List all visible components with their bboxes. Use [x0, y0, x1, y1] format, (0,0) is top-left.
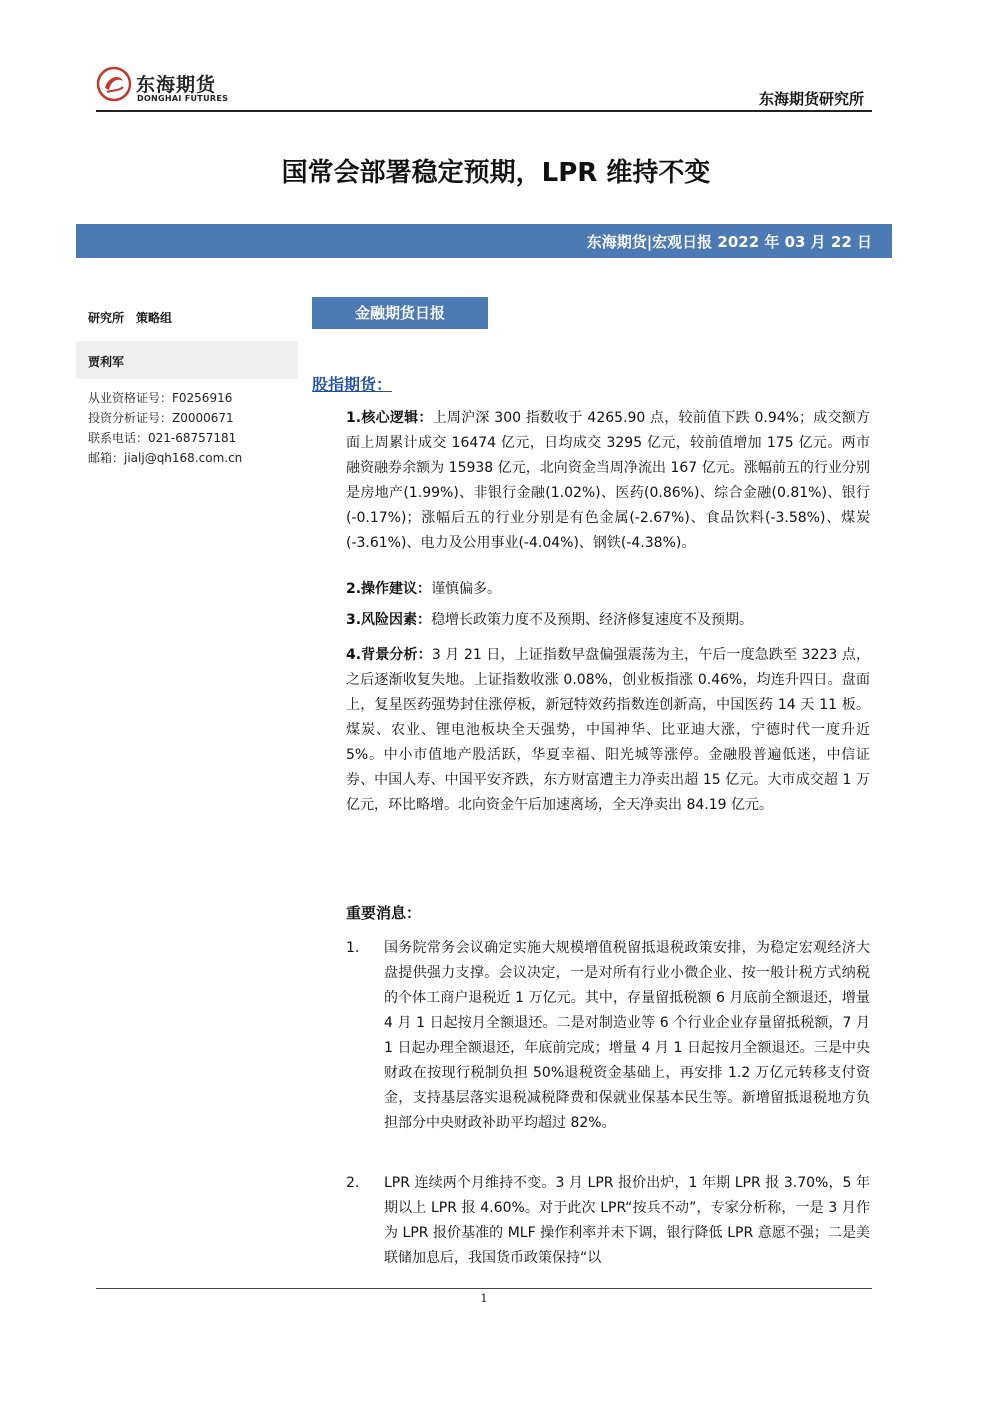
banner-text: 东海期货|宏观日报 2022 年 03 月 22 日 [586, 233, 872, 251]
core-logic-paragraph [346, 406, 870, 556]
point-text: 谨慎偏多。 [431, 581, 502, 597]
analyst-contact [88, 388, 242, 468]
logo-english-text: DONGHAI FUTURES [137, 94, 229, 103]
document-title: 国常会部署稳定预期，LPR 维持不变 [281, 158, 711, 188]
research-group: 研究所 策略组 [88, 311, 173, 325]
report-type-tag: 金融期货日报 [312, 297, 488, 329]
risk-factors-paragraph [346, 608, 870, 633]
analyst-box [76, 341, 298, 379]
email-address: 邮箱：jialj@qh168.com.cn [88, 451, 243, 465]
news-number: 1. [346, 940, 360, 956]
investment-analysis-number: 投资分析证号：Z0000671 [88, 411, 234, 425]
point-text: 上周沪深 300 指数收于 4265.90 点，较前值下跌 0.94%；成交额方面上周累计成交 16474 亿元，日均成交 3295 亿元，较前值增加 175 亿元。两市融资融券余额为 15938 亿元，北向资金当周净流出 167 亿元。涨幅前五的行业分别是房地产(1.99%)、非银行金融(1.02%)、医药(0.86%)、综合金融(0.81%)、银行(-0.17%)；涨幅后五的行业分别是有色金属(-2.67%)、食品饮料(-3.58%)、煤炭(-3.61%)、电力及公用事业(-4.04%)、钢铁(-4.38%)。 [346, 410, 870, 551]
point-label: 2.操作建议： [346, 581, 432, 597]
operation-advice-paragraph [346, 577, 870, 602]
donghai-logo-icon [96, 66, 132, 102]
analyst-name: 贾利军 [88, 355, 125, 369]
point-text: 稳增长政策力度不及预期、经济修复速度不及预期。 [431, 612, 754, 628]
phone-number: 联系电话：021-68757181 [88, 431, 237, 445]
news-item-text: 国务院常务会议确定实施大规模增值税留抵退税政策安排，为稳定宏观经济大盘提供强力支撑。会议决定，一是对所有行业小微企业、按一般计税方式纳税的个体工商户退税近 1 万亿元。其中，存量留抵税额 6 月底前全额退还，增量 4 月 1 日起按月全额退还。二是对制造业等 6 个行业企业存量留抵税额，7 月 1 日起办理全额退还，年底前完成；增量 4 月 1 日起按月全额退还。三是中央财政在按现行税制负担 50%退税资金基础上，再安排 1.2 万亿元转移支付资金，支持基层落实退税减税降费和保就业保基本民生等。新增留抵退税地方负担部分中央财政补助平均超过 82%。 [384, 940, 870, 1131]
news-item-text: LPR 连续两个月维持不变。3 月 LPR 报价出炉，1 年期 LPR 报 3.70%，5 年期以上 LPR 报 4.60%。对于此次 LPR“按兵不动”，专家分析称，一是 3 月作为 LPR 报价基准的 MLF 操作利率并未下调，银行降低 LPR 意愿不强；二是美联储加息后，我国货币政策保持“以 [384, 1175, 870, 1266]
footer-divider [96, 1288, 872, 1289]
important-news-heading: 重要消息： [346, 904, 422, 922]
news-number: 2. [346, 1175, 360, 1191]
header-divider [96, 110, 872, 112]
point-label: 1.核心逻辑： [346, 410, 433, 426]
logo-chinese-text: 东海期货 [136, 74, 217, 96]
point-text: 3 月 21 日，上证指数早盘偏强震荡为主，午后一度急跌至 3223 点，之后逐渐收复失地。上证指数收涨 0.08%，创业板指涨 0.46%，均连升四日。盘面上，复星医药强势封住涨停板，新冠特效药指数连创新高，中国医药 14 天 11 板。煤炭、农业、锂电池板块全天强势，中国神华、比亚迪大涨，宁德时代一度升近 5%。中小市值地产股活跃，华夏幸福、阳光城等涨停。金融股普遍低迷，中信证券、中国人寿、中国平安齐跌，东方财富遭主力净卖出超 15 亿元。大市成交超 1 万亿元，环比略增。北向资金午后加速离场，全天净卖出 84.19 亿元。 [346, 647, 870, 813]
report-banner [76, 224, 892, 258]
background-analysis-paragraph [346, 643, 870, 818]
section-heading: 股指期货： [312, 375, 393, 394]
qualification-number: 从业资格证号：F0256916 [88, 391, 233, 405]
institute-name: 东海期货研究所 [758, 90, 864, 108]
point-label: 3.风险因素： [346, 612, 432, 628]
point-label: 4.背景分析： [346, 647, 432, 663]
page-number: 1 [480, 1292, 488, 1305]
